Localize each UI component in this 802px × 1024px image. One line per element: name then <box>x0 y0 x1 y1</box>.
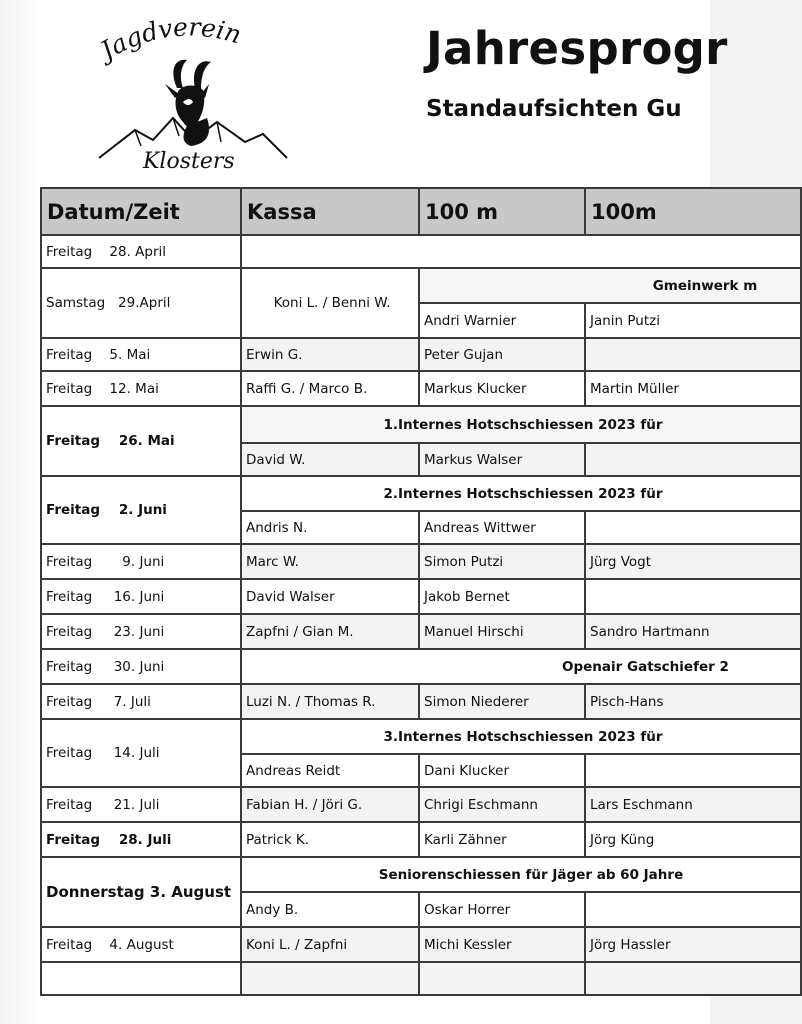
column-header-100m-b: 100m <box>585 188 801 235</box>
table-row <box>41 684 801 719</box>
kassa-cell: Marc W. <box>241 544 419 579</box>
100m-b-cell: Martin Müller <box>585 371 801 406</box>
kassa-cell <box>241 962 419 995</box>
100m-b-cell <box>585 892 801 927</box>
chamois-icon <box>95 18 290 176</box>
100m-a-cell: Simon Niederer <box>419 684 585 719</box>
kassa-cell: David Walser <box>241 579 419 614</box>
100m-a-cell: Andreas Wittwer <box>419 511 585 544</box>
column-header-kassa: Kassa <box>241 188 419 235</box>
kassa-cell: Andreas Reidt <box>241 754 419 787</box>
table-row <box>41 857 801 892</box>
svg-text:Jagdverein <box>95 18 245 68</box>
100m-a-cell: Jakob Bernet <box>419 579 585 614</box>
date-cell: Freitag 12. Mai <box>41 371 241 406</box>
table-row <box>41 338 801 371</box>
table-row <box>41 235 801 268</box>
kassa-cell: David W. <box>241 443 419 476</box>
event-cell: 2.Internes Hotschschiessen 2023 für <box>241 476 801 511</box>
table-row <box>41 962 801 995</box>
100m-a-cell: Karli Zähner <box>419 822 585 857</box>
table-row <box>41 476 801 511</box>
kassa-cell: Erwin G. <box>241 338 419 371</box>
100m-a-cell: Andri Warnier <box>419 303 585 338</box>
event-cell: 3.Internes Hotschschiessen 2023 für <box>241 719 801 754</box>
table-row <box>41 822 801 857</box>
logo-top-text: Jagdverein <box>95 18 245 66</box>
event-cell: Seniorenschiessen für Jäger ab 60 Jahre <box>241 857 801 892</box>
date-cell: Freitag 26. Mai <box>41 406 241 476</box>
100m-b-cell <box>585 338 801 371</box>
kassa-cell: Raffi G. / Marco B. <box>241 371 419 406</box>
page-subtitle: Standaufsichten Gu <box>426 96 682 122</box>
date-cell: Samstag 29.April <box>41 268 241 338</box>
100m-a-cell <box>419 962 585 995</box>
kassa-cell: Andy B. <box>241 892 419 927</box>
date-cell: Freitag 23. Juni <box>41 614 241 649</box>
page-edge-shadow <box>0 0 40 1024</box>
table-row <box>41 371 801 406</box>
100m-a-cell: Manuel Hirschi <box>419 614 585 649</box>
date-cell: Freitag 16. Juni <box>41 579 241 614</box>
date-cell: Freitag 2. Juni <box>41 476 241 544</box>
date-cell: Freitag 30. Juni <box>41 649 241 684</box>
kassa-cell: Luzi N. / Thomas R. <box>241 684 419 719</box>
100m-b-cell <box>585 511 801 544</box>
100m-a-cell: Chrigi Eschmann <box>419 787 585 822</box>
100m-a-cell: Simon Putzi <box>419 544 585 579</box>
table-row <box>41 719 801 754</box>
date-cell: Freitag 14. Juli <box>41 719 241 787</box>
date-cell: Freitag 5. Mai <box>41 338 241 371</box>
100m-a-cell: Markus Walser <box>419 443 585 476</box>
100m-a-cell: Dani Klucker <box>419 754 585 787</box>
date-cell <box>41 962 241 995</box>
table-row <box>41 406 801 443</box>
kassa-cell: Zapfni / Gian M. <box>241 614 419 649</box>
100m-b-cell <box>585 754 801 787</box>
table-row <box>41 268 801 303</box>
table-row <box>41 927 801 962</box>
club-logo <box>95 18 290 176</box>
100m-b-cell: Lars Eschmann <box>585 787 801 822</box>
100m-b-cell: Jörg Hassler <box>585 927 801 962</box>
event-cell: 1.Internes Hotschschiessen 2023 für <box>241 406 801 443</box>
100m-b-cell <box>585 962 801 995</box>
event-cell: Gmeinwerk m <box>419 268 801 303</box>
100m-b-cell: Sandro Hartmann <box>585 614 801 649</box>
column-header-100m-a: 100 m <box>419 188 585 235</box>
table-row <box>41 544 801 579</box>
kassa-cell: Koni L. / Benni W. <box>241 268 419 338</box>
event-cell: Openair Gatschiefer 2 <box>241 649 801 684</box>
column-header-datum: Datum/Zeit <box>41 188 241 235</box>
page-title: Jahresprogr <box>426 22 728 75</box>
100m-b-cell: Janin Putzi <box>585 303 801 338</box>
table-row <box>41 579 801 614</box>
table-row <box>41 649 801 684</box>
logo-bottom-text: Klosters <box>143 149 235 174</box>
100m-b-cell: Jürg Vogt <box>585 544 801 579</box>
kassa-cell: Patrick K. <box>241 822 419 857</box>
100m-b-cell: Jörg Küng <box>585 822 801 857</box>
date-cell: Freitag 4. August <box>41 927 241 962</box>
date-cell: Freitag 7. Juli <box>41 684 241 719</box>
100m-a-cell: Peter Gujan <box>419 338 585 371</box>
kassa-cell: Fabian H. / Jöri G. <box>241 787 419 822</box>
table-row <box>41 614 801 649</box>
date-cell: Freitag 28. April <box>41 235 241 268</box>
date-cell: Donnerstag 3. August <box>41 857 241 927</box>
date-cell: Freitag 9. Juni <box>41 544 241 579</box>
100m-a-cell: Markus Klucker <box>419 371 585 406</box>
date-cell: Freitag 21. Juli <box>41 787 241 822</box>
kassa-cell: Koni L. / Zapfni <box>241 927 419 962</box>
100m-b-cell <box>585 443 801 476</box>
table-header-row <box>41 188 801 235</box>
date-cell: Freitag 28. Juli <box>41 822 241 857</box>
kassa-cell: Andris N. <box>241 511 419 544</box>
100m-b-cell <box>585 579 801 614</box>
100m-a-cell: Oskar Horrer <box>419 892 585 927</box>
100m-b-cell: Pisch-Hans <box>585 684 801 719</box>
empty-cell <box>241 235 801 268</box>
table-row <box>41 787 801 822</box>
100m-a-cell: Michi Kessler <box>419 927 585 962</box>
schedule-table <box>40 187 802 996</box>
